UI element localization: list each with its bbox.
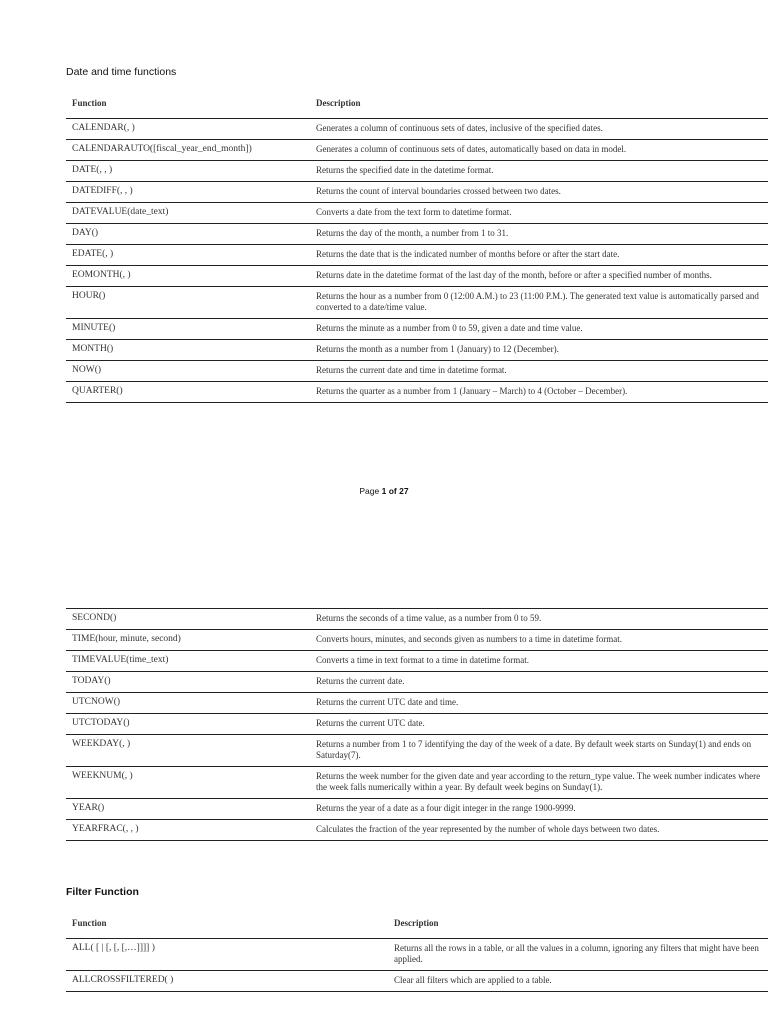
function-description-cell: Returns the current UTC date and time. bbox=[310, 693, 768, 714]
function-name-cell: DATEVALUE(date_text) bbox=[66, 203, 310, 224]
table-row bbox=[66, 119, 768, 140]
function-description-cell: Returns the quarter as a number from 1 (January – March) to 4 (October – December). bbox=[310, 382, 768, 403]
table-body bbox=[66, 119, 768, 403]
function-description-cell: Converts a time in text format to a time in datetime format. bbox=[310, 651, 768, 672]
function-description-cell: Returns the seconds of a time value, as a number from 0 to 59. bbox=[310, 609, 768, 630]
date-time-functions-table-continued bbox=[66, 608, 768, 841]
function-name-cell: QUARTER() bbox=[66, 382, 310, 403]
section-title-filter: Filter Function bbox=[66, 886, 139, 898]
function-description-cell: Returns the day of the month, a number from 1 to 31. bbox=[310, 224, 768, 245]
table-row bbox=[66, 714, 768, 735]
function-name-cell: CALENDARAUTO([fiscal_year_end_month]) bbox=[66, 140, 310, 161]
function-name-cell: WEEKNUM(, ) bbox=[66, 767, 310, 799]
function-name-cell: MONTH() bbox=[66, 340, 310, 361]
table-row bbox=[66, 767, 768, 799]
table-row bbox=[66, 203, 768, 224]
table-row bbox=[66, 287, 768, 319]
column-header-description: Description bbox=[310, 94, 768, 119]
function-name-cell: TIMEVALUE(time_text) bbox=[66, 651, 310, 672]
table-body bbox=[66, 609, 768, 841]
function-description-cell: Converts hours, minutes, and seconds given as numbers to a time in datetime format. bbox=[310, 630, 768, 651]
table-row bbox=[66, 340, 768, 361]
function-name-cell: HOUR() bbox=[66, 287, 310, 319]
date-time-functions-table bbox=[66, 94, 768, 403]
function-description-cell: Returns the week number for the given date and year according to the return_type value. The week number indicates where the week falls numerically within a year. By default week begins on Sunday(1). bbox=[310, 767, 768, 799]
function-name-cell: MINUTE() bbox=[66, 319, 310, 340]
table-row bbox=[66, 939, 768, 971]
table-row bbox=[66, 382, 768, 403]
function-name-cell: WEEKDAY(, ) bbox=[66, 735, 310, 767]
function-description-cell: Returns the current date. bbox=[310, 672, 768, 693]
function-name-cell: TIME(hour, minute, second) bbox=[66, 630, 310, 651]
table-row bbox=[66, 245, 768, 266]
function-description-cell: Returns the hour as a number from 0 (12:00 A.M.) to 23 (11:00 P.M.). The generated text value is automatically parsed and converted to a date/time value. bbox=[310, 287, 768, 319]
table-row bbox=[66, 971, 768, 992]
function-name-cell: CALENDAR(, ) bbox=[66, 119, 310, 140]
function-description-cell: Returns the specified date in the datetime format. bbox=[310, 161, 768, 182]
function-description-cell: Calculates the fraction of the year represented by the number of whole days between two dates. bbox=[310, 820, 768, 841]
table-header-row bbox=[66, 94, 768, 119]
table-row bbox=[66, 140, 768, 161]
table-row bbox=[66, 161, 768, 182]
function-description-cell: Returns the count of interval boundaries crossed between two dates. bbox=[310, 182, 768, 203]
table-row bbox=[66, 672, 768, 693]
function-description-cell: Clear all filters which are applied to a table. bbox=[388, 971, 768, 992]
function-description-cell: Returns the current date and time in datetime format. bbox=[310, 361, 768, 382]
table-row bbox=[66, 319, 768, 340]
table-header-row bbox=[66, 914, 768, 939]
function-name-cell: SECOND() bbox=[66, 609, 310, 630]
function-name-cell: YEARFRAC(, , ) bbox=[66, 820, 310, 841]
table-row bbox=[66, 182, 768, 203]
function-name-cell: EDATE(, ) bbox=[66, 245, 310, 266]
function-description-cell: Returns a number from 1 to 7 identifying the day of the week of a date. By default week starts on Sunday(1) and ends on Saturday(7). bbox=[310, 735, 768, 767]
function-name-cell: TODAY() bbox=[66, 672, 310, 693]
function-description-cell: Returns the month as a number from 1 (January) to 12 (December). bbox=[310, 340, 768, 361]
section-title-date-time: Date and time functions bbox=[66, 66, 177, 78]
function-name-cell: DAY() bbox=[66, 224, 310, 245]
function-description-cell: Returns the current UTC date. bbox=[310, 714, 768, 735]
table-row bbox=[66, 820, 768, 841]
function-name-cell: EOMONTH(, ) bbox=[66, 266, 310, 287]
table-row bbox=[66, 266, 768, 287]
page-number: Page 1 of 27 bbox=[359, 486, 409, 496]
function-description-cell: Generates a column of continuous sets of dates, automatically based on data in model. bbox=[310, 140, 768, 161]
function-description-cell: Returns the minute as a number from 0 to 59, given a date and time value. bbox=[310, 319, 768, 340]
table-row bbox=[66, 361, 768, 382]
function-name-cell: YEAR() bbox=[66, 799, 310, 820]
table-row bbox=[66, 224, 768, 245]
function-description-cell: Returns the year of a date as a four digit integer in the range 1900-9999. bbox=[310, 799, 768, 820]
table-row bbox=[66, 693, 768, 714]
table-body bbox=[66, 939, 768, 992]
column-header-function: Function bbox=[66, 914, 388, 939]
column-header-description: Description bbox=[388, 914, 768, 939]
function-name-cell: ALLCROSSFILTERED( ) bbox=[66, 971, 388, 992]
table-row bbox=[66, 609, 768, 630]
table-row bbox=[66, 630, 768, 651]
function-name-cell: UTCTODAY() bbox=[66, 714, 310, 735]
function-name-cell: ALL( [ | [, [, [,…]]]] ) bbox=[66, 939, 388, 971]
function-description-cell: Converts a date from the text form to datetime format. bbox=[310, 203, 768, 224]
function-name-cell: NOW() bbox=[66, 361, 310, 382]
function-name-cell: DATEDIFF(, , ) bbox=[66, 182, 310, 203]
function-name-cell: DATE(, , ) bbox=[66, 161, 310, 182]
function-description-cell: Generates a column of continuous sets of dates, inclusive of the specified dates. bbox=[310, 119, 768, 140]
filter-functions-table bbox=[66, 914, 768, 992]
function-description-cell: Returns all the rows in a table, or all the values in a column, ignoring any filters that might have been applied. bbox=[388, 939, 768, 971]
column-header-function: Function bbox=[66, 94, 310, 119]
function-name-cell: UTCNOW() bbox=[66, 693, 310, 714]
function-description-cell: Returns the date that is the indicated number of months before or after the start date. bbox=[310, 245, 768, 266]
table-row bbox=[66, 799, 768, 820]
table-row bbox=[66, 735, 768, 767]
function-description-cell: Returns date in the datetime format of the last day of the month, before or after a specified number of months. bbox=[310, 266, 768, 287]
table-row bbox=[66, 651, 768, 672]
